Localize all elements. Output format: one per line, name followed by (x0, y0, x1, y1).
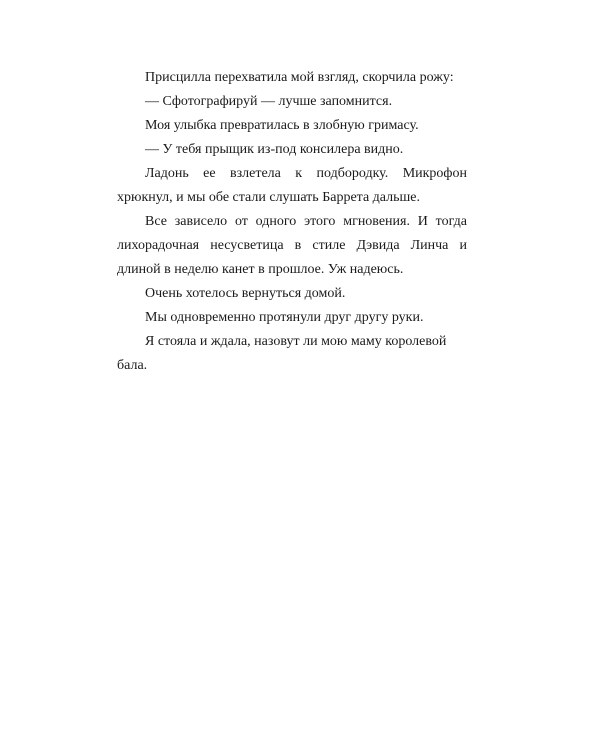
paragraph-2: — Сфотографируй — лучше запомнится. (145, 94, 393, 109)
paragraph-4: — У тебя прыщик из-под консилера видно. (145, 142, 404, 157)
paragraph-7: Очень хотелось вернуться домой. (145, 286, 346, 301)
paragraph-3: Моя улыбка превратилась в злобную гримасу. (145, 118, 419, 133)
paragraph-9: Я стояла и ждала, назовут ли мою маму королевой бала. (117, 334, 447, 373)
paragraph-6: Все зависело от одного этого мгновения. И тогда лихорадочная несусветица в стиле Дэвида Линча и длиной в неделю канет в прошлое. Уж надеюсь. (117, 214, 467, 277)
body-text (117, 66, 467, 378)
paragraph-8: Мы одновременно протянули друг другу руки. (145, 310, 424, 325)
paragraph-5: Ладонь ее взлетела к подбородку. Микрофон хрюкнул, и мы обе стали слушать Баррета дальше. (117, 166, 467, 205)
paragraph-1: Присцилла перехватила мой взгляд, скорчила рожу: (145, 70, 454, 85)
